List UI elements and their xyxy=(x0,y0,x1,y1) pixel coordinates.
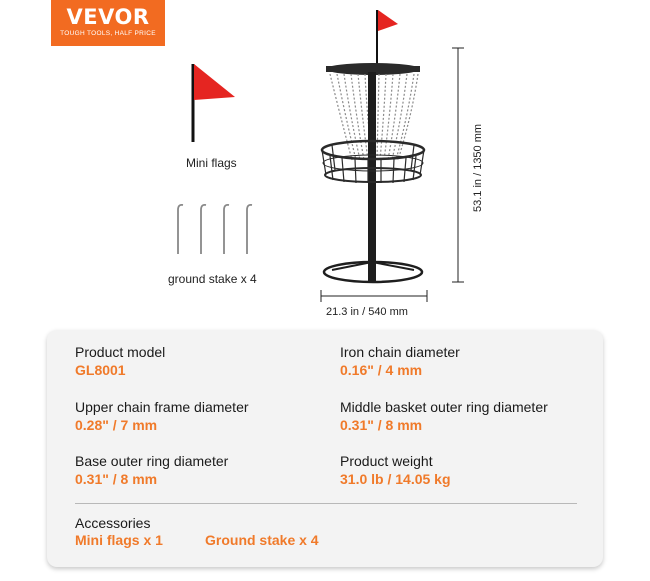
spec-value: 0.31" / 8 mm xyxy=(340,417,423,433)
mini-flag-icon xyxy=(193,64,235,142)
brand-name: VEVOR xyxy=(66,5,150,29)
spec-label: Middle basket outer ring diameter xyxy=(340,399,548,415)
ground-stake-icon xyxy=(178,205,252,254)
width-label: 21.3 in / 540 mm xyxy=(326,306,408,318)
spec-value: 0.28" / 7 mm xyxy=(75,417,158,433)
spec-label: Product weight xyxy=(340,453,433,469)
height-label: 53.1 in / 1350 mm xyxy=(472,123,484,212)
spec-label: Product model xyxy=(75,344,166,360)
divider xyxy=(75,503,577,504)
spec-upper-chain-frame-diameter xyxy=(75,399,249,434)
accessory-item-mini-flags: Mini flags x 1 xyxy=(75,532,163,548)
spec-base-outer-ring-diameter xyxy=(75,453,228,488)
width-dimension-line xyxy=(321,290,427,302)
spec-iron-chain-diameter xyxy=(340,344,460,379)
spec-label: Iron chain diameter xyxy=(340,344,460,360)
spec-panel xyxy=(47,330,603,567)
spec-label: Base outer ring diameter xyxy=(75,453,229,469)
spec-value: 31.0 lb / 14.05 kg xyxy=(340,471,451,487)
spec-value: GL8001 xyxy=(75,362,126,378)
spec-middle-basket-ring-diameter xyxy=(340,399,548,434)
spec-label: Upper chain frame diameter xyxy=(75,399,249,415)
spec-product-model xyxy=(75,344,165,379)
disc-golf-basket-icon xyxy=(322,63,424,282)
accessories-title: Accessories xyxy=(75,515,151,531)
ground-stake-caption: ground stake x 4 xyxy=(168,272,257,286)
height-dimension-line xyxy=(452,48,464,282)
brand-tagline: TOUGH TOOLS, HALF PRICE xyxy=(60,30,156,37)
accessory-item-ground-stake: Ground stake x 4 xyxy=(205,532,319,548)
basket-flag-icon xyxy=(377,10,398,70)
spec-product-weight xyxy=(340,453,451,488)
mini-flags-caption: Mini flags xyxy=(186,156,237,170)
spec-value: 0.31" / 8 mm xyxy=(75,471,158,487)
spec-value: 0.16" / 4 mm xyxy=(340,362,423,378)
